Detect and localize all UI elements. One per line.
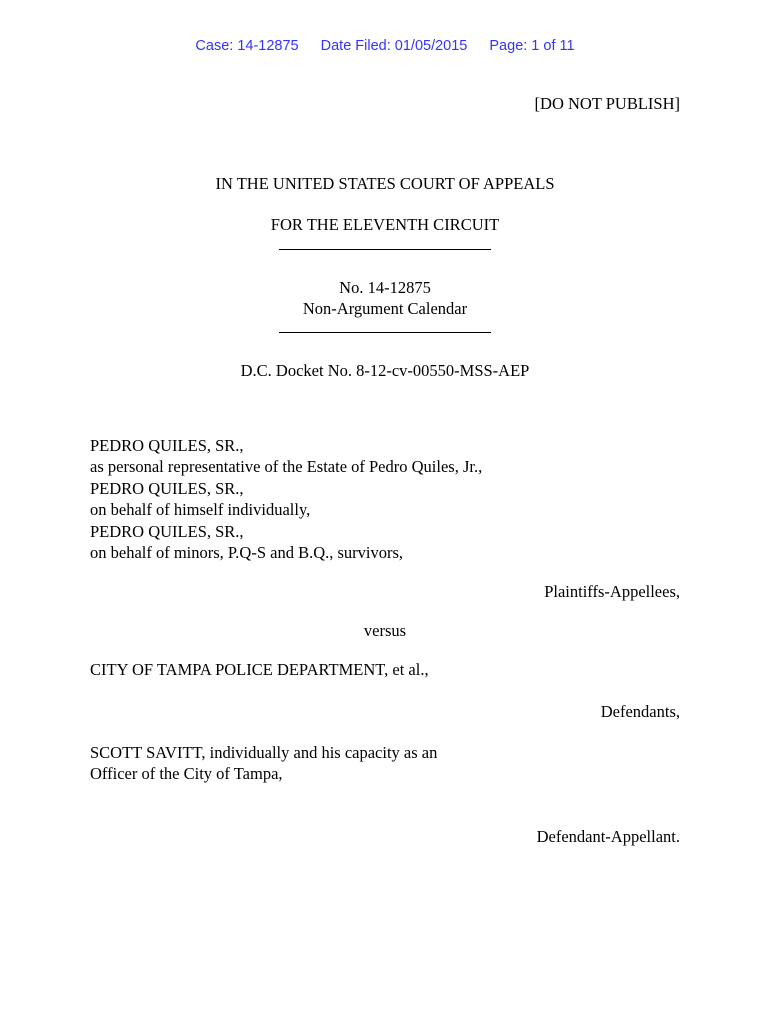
plaintiff-line: PEDRO QUILES, SR., [90, 522, 244, 541]
defendant-name: CITY OF TAMPA POLICE DEPARTMENT, et al., [90, 660, 429, 679]
court-name: IN THE UNITED STATES COURT OF APPEALS [215, 174, 555, 193]
circuit-name: FOR THE ELEVENTH CIRCUIT [270, 215, 500, 234]
docket-number: D.C. Docket No. 8-12-cv-00550-MSS-AEP [240, 361, 530, 380]
appellant-line: SCOTT SAVITT, individually and his capacity as an [90, 743, 438, 762]
plaintiff-line: on behalf of himself individually, [90, 500, 311, 519]
plaintiff-line: PEDRO QUILES, SR., [90, 436, 244, 455]
divider-bottom [279, 332, 491, 333]
appellant-role: Defendant-Appellant. [536, 827, 680, 846]
publication-status: [DO NOT PUBLISH] [534, 94, 680, 113]
page-stamp: Page: 1 of 11 [489, 38, 575, 54]
date-filed-stamp: Date Filed: 01/05/2015 [320, 38, 468, 54]
plaintiffs-role: Plaintiffs-Appellees, [544, 582, 680, 601]
filing-header [0, 38, 770, 54]
case-number: No. 14-12875 [339, 278, 431, 297]
case-number-stamp: Case: 14-12875 [195, 38, 299, 54]
versus-label: versus [363, 621, 407, 640]
calendar-type: Non-Argument Calendar [302, 299, 468, 318]
divider-top [279, 249, 491, 250]
defendants-role: Defendants, [600, 702, 680, 721]
plaintiff-line: PEDRO QUILES, SR., [90, 479, 244, 498]
plaintiff-line: on behalf of minors, P.Q-S and B.Q., survivors, [90, 543, 404, 562]
appellant-line: Officer of the City of Tampa, [90, 764, 283, 783]
plaintiff-line: as personal representative of the Estate of Pedro Quiles, Jr., [90, 457, 483, 476]
